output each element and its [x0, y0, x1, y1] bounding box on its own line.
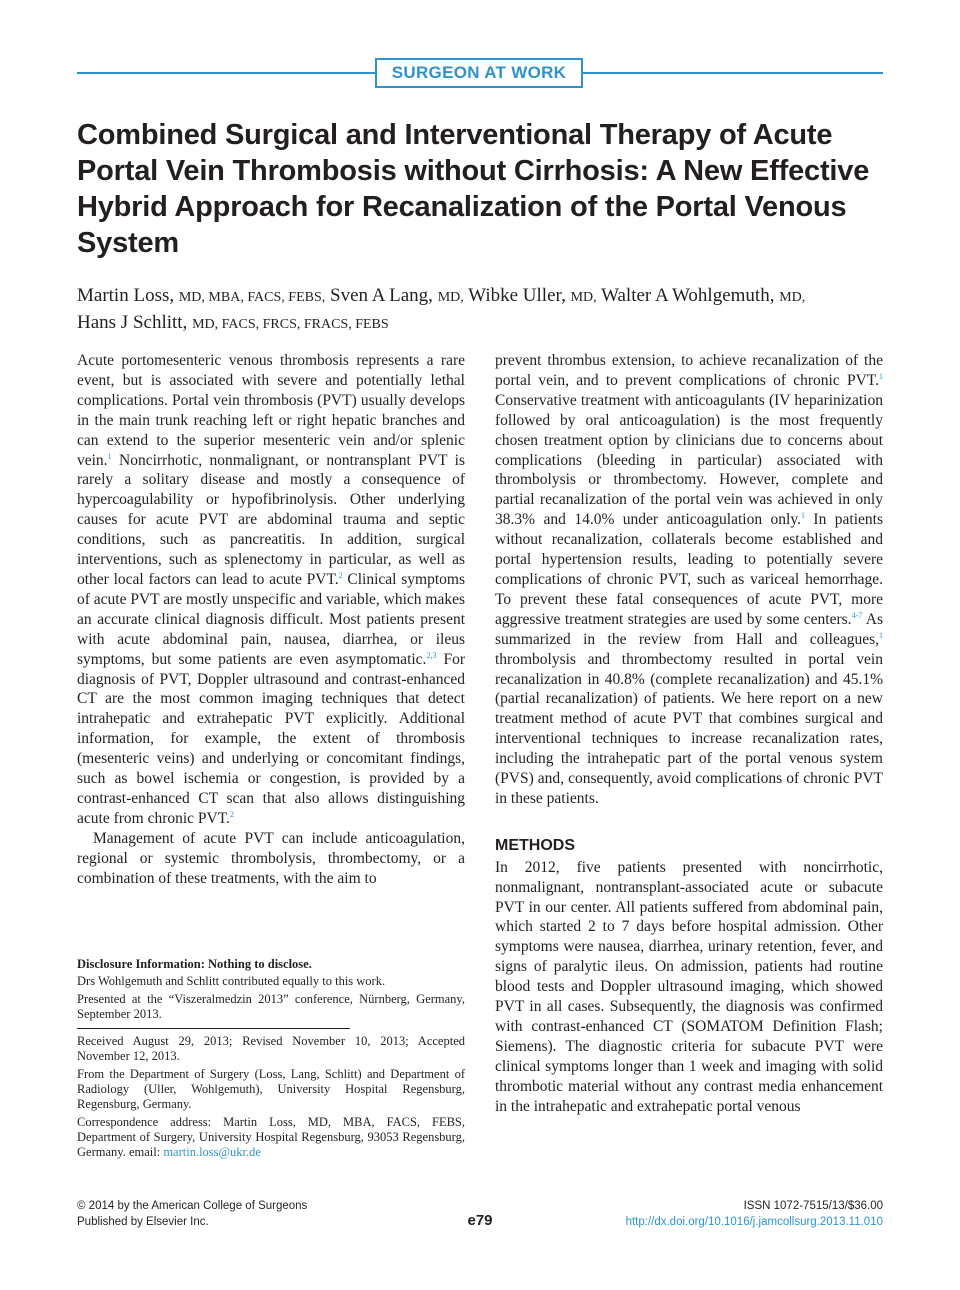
text-run: Conservative treatment with anticoagulants (IV heparinization followed by oral anticoagulation) is the most frequently chosen treatment option by clinicians due to concerns about complications (bleeding in particular) associated with thrombolysis or thrombectomy. However, complete and partial recanalization of the portal vein was achieved in only 38.3% and 14.0% under anticoagulation only.	[495, 391, 883, 529]
article-title: Combined Surgical and Interventional Therapy of Acute Portal Vein Thrombosis without Cirrhosis: A New Effective Hybrid Approach for Recanalization of the Portal Venous System	[77, 119, 870, 259]
correspondence	[77, 1115, 465, 1161]
right-column	[495, 351, 883, 1117]
affiliation: From the Department of Surgery (Loss, Lang, Schlitt) and Department of Radiology (Uller, Wohlgemuth), University Hospital Regensburg, Regensburg, Germany.	[77, 1066, 465, 1112]
text-run: Noncirrhotic, nonmalignant, or nontransplant PVT is rarely a solitary disease and mostly a consequence of hypercoagulability or hypofibrinolysis. Other underlying causes for acute PVT are abdominal trauma and septic conditions, such as pancreatitis. In addition, surgical interventions, such as splenectomy in particular, as well as other local factors can lead to acute PVT.	[77, 451, 465, 588]
reference-link[interactable]: 1	[879, 630, 883, 640]
author-degrees: MD,	[779, 290, 806, 305]
contribution-note: Drs Wohlgemuth and Schlitt contributed equally to this work.	[77, 974, 386, 989]
author-name: Sven A Lang,	[330, 285, 433, 306]
author-degrees: MD,	[437, 290, 464, 305]
disclosure-note: Disclosure Information: Nothing to disclose.	[77, 957, 312, 971]
intro-paragraph	[77, 351, 465, 829]
text-run: In patients without recanalization, collaterals become established and portal hypertension results, leading to potentially severe complications of chronic PVT, such as variceal hemorrhage. To prevent these fatal consequences of acute PVT, more aggressive treatment strategies are used by some centers.	[495, 511, 883, 628]
correspondence-text: Correspondence address: Martin Loss, MD, MBA, FACS, FEBS, Department of Surgery, University Hospital Regensburg, 93053 Regensburg, Germany. email:	[77, 1114, 465, 1160]
doi-link[interactable]: http://dx.doi.org/10.1016/j.jamcollsurg.2013.11.010	[625, 1215, 883, 1228]
methods-paragraph: In 2012, five patients presented with noncirrhotic, nonmalignant, nontransplant-associated acute or subacute PVT in our center. All patients suffered from abdominal pain, which started 2 to 7 days before hospital admission. Other symptoms were nausea, diarrhea, urinary retention, fever, and signs of paralytic ileus. On admission, patients had routine blood tests and Doppler ultrasound imaging, which showed PVT in all cases. Subsequently, the diagnosis was confirmed with contrast-enhanced CT (SOMATOM Definition Flash; Siemens). The diagnostic criteria for subacute PVT were clinical symptoms longer than 1 week and imaging with solid thrombotic material without any contrast media enhancement in the intrahepatic and extrahepatic portal venous	[495, 858, 883, 1115]
methods-heading: METHODS	[495, 836, 575, 854]
received-dates: Received August 29, 2013; Revised November 10, 2013; Accepted November 12, 2013.	[77, 1034, 465, 1064]
reference-link[interactable]: 4-7	[851, 610, 863, 620]
text-run: Clinical symptoms of acute PVT are mostly unspecific and variable, which makes an accurate clinical diagnosis difficult. Most patients present with acute abdominal pain, nausea, diarrhea, or ileus symptoms, but some patients are even asymptomatic.	[77, 570, 465, 668]
author-name: Hans J Schlitt,	[77, 312, 188, 333]
reference-link[interactable]: 2	[338, 570, 343, 580]
text-run: For diagnosis of PVT, Doppler ultrasound and contrast-enhanced CT are the most common imaging techniques that detect intrahepatic and extrahepatic PVT explicitly. Additional information, for example, the extent of thrombosis (mesenteric veins) and underlying or concomitant findings, such as bowel ischemia or congestion, is provided by a contrast-enhanced CT scan that also allows distinguishing acute from chronic PVT.	[77, 650, 465, 827]
info-divider	[77, 1028, 350, 1029]
footer-left	[77, 1199, 307, 1230]
reference-link[interactable]: 1	[800, 511, 805, 521]
author-degrees: MD, FACS, FRCS, FRACS, FEBS	[192, 317, 389, 332]
article-info	[77, 957, 465, 1163]
author-list	[77, 283, 883, 337]
author-name: Martin Loss,	[77, 285, 175, 306]
issn: ISSN 1072-7515/13/$36.00	[743, 1200, 883, 1212]
footer-right	[626, 1199, 883, 1230]
left-column	[77, 351, 465, 888]
text-run: prevent thrombus extension, to achieve recanalization of the portal vein, and to prevent complications of chronic PVT.	[495, 352, 883, 389]
copyright: © 2014 by the American College of Surgeons	[77, 1200, 308, 1212]
management-paragraph: Management of acute PVT can include anticoagulation, regional or systemic thrombolysis, thrombectomy, or a combination of these treatments, with the aim to	[77, 829, 465, 887]
author-degrees: MD, MBA, FACS, FEBS,	[178, 290, 326, 305]
presented-note: Presented at the “Viszeralmedzin 2013” conference, Nürnberg, Germany, September 2013.	[77, 991, 465, 1021]
reference-link[interactable]: 1	[107, 451, 112, 461]
section-label: SURGEON AT WORK	[375, 58, 583, 88]
reference-link[interactable]: 1	[879, 371, 883, 381]
page-number: e79	[467, 1212, 493, 1229]
text-run: thrombolysis and thrombectomy resulted in portal vein recanalization in 40.8% (complete recanalization) and 45.1% (partial recanalization) of patients. We here report on a new treatment method of acute PVT that combines surgical and interventional techniques to increase recanalization rates, including the intrahepatic part of the portal venous system (PVS) and, consequently, avoid complications of chronic PVT in these patients.	[495, 650, 883, 807]
reference-link[interactable]: 2	[229, 809, 234, 819]
publisher: Published by Elsevier Inc.	[77, 1215, 209, 1228]
author-name: Wibke Uller,	[468, 285, 566, 306]
text-run: As summarized in the review from Hall and colleagues,	[495, 610, 883, 648]
author-degrees: MD,	[570, 290, 597, 305]
intro-continuation	[495, 351, 883, 809]
author-name: Walter A Wohlgemuth,	[601, 285, 775, 306]
reference-link[interactable]: 2,3	[426, 650, 437, 660]
email-link[interactable]: martin.loss@ukr.de	[163, 1145, 261, 1160]
text-run: Acute portomesenteric venous thrombosis represents a rare event, but is associated with severe and potentially lethal complications. Portal vein thrombosis (PVT) usually develops in the main trunk reaching left or right hepatic branches and can extend to the superior mesenteric vein and/or splenic vein.	[77, 352, 465, 469]
